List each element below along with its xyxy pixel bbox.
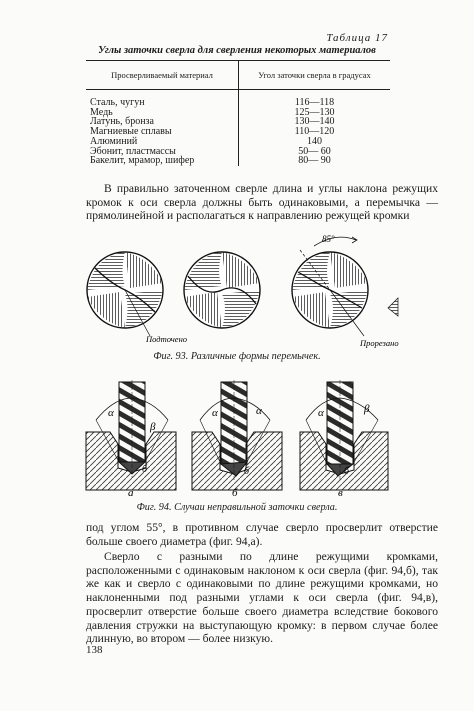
table-number: Таблица 17 <box>326 32 388 44</box>
angle-cell: 80— 90 <box>298 155 331 167</box>
fig93-caption: Фиг. 93. Различные формы перемычек. <box>153 351 321 362</box>
material-cell: Магниевые сплавы <box>86 127 239 137</box>
alpha-label: α <box>256 405 262 417</box>
table-row <box>86 156 390 166</box>
angle-cell: 50— 60 <box>298 145 331 157</box>
angle-cell: 130—140 <box>294 116 335 128</box>
figure-94 <box>0 376 474 498</box>
paragraph-2: под углом 55°, в противном случае сверло просверлит отверстие больше своего диаметра (фиг. 94,а). <box>86 521 438 548</box>
label-prorezano: Прорезано <box>360 338 399 348</box>
b-label: б <box>142 464 148 475</box>
subfig-a-label: а <box>128 487 134 498</box>
b-label: б <box>244 466 250 477</box>
drill-end-middle <box>184 252 260 328</box>
drill-b <box>221 380 247 480</box>
angle-cell: 110—120 <box>294 126 335 138</box>
drill-c <box>327 380 353 480</box>
header-material: Просверливаемый материал <box>86 61 239 90</box>
subfig-b-label: б <box>232 487 238 498</box>
material-cell: Латунь, бронза <box>86 117 239 127</box>
material-cell: Алюминий <box>86 137 239 147</box>
angle-85-label: 85° <box>322 234 335 244</box>
table-caption: Углы заточки сверла для сверления некоторых материалов <box>98 45 376 56</box>
alpha-label: α <box>318 407 324 419</box>
subfig-c-label: в <box>338 487 343 498</box>
material-cell: Эбонит, пластмассы <box>86 147 239 157</box>
angle-cell: 116—118 <box>294 97 335 108</box>
page-number: 138 <box>86 644 103 656</box>
alpha-label: α <box>108 407 114 419</box>
drill-end-right <box>292 252 368 336</box>
paragraph-1: В правильно заточенном сверле длина и углы наклона режущих кромок к оси сверла должны быть одинаковыми, а перемычка — прямолинейной и располагаться к направлению режущей кромки <box>86 182 438 223</box>
figure-93 <box>0 228 474 350</box>
drill-angle-table <box>86 60 390 166</box>
label-podtocheno: Подточено <box>146 334 188 344</box>
material-cell: Сталь, чугун <box>86 98 239 108</box>
drill-end-left <box>87 252 163 336</box>
material-cell: Медь <box>86 108 239 118</box>
beta-label: β <box>150 421 156 433</box>
alpha-label: α <box>212 407 218 419</box>
side-indicator <box>388 298 398 316</box>
paragraph-3: Сверло с разными по длине режущими кромками, расположенными с одинаковым наклоном к оси сверла (фиг. 94,б), так же как и сверло с одинаковыми по длине режущими кромками, но наклоненными под разными углами к оси сверла (фиг. 94,в), просверлит отверстие больше своего диаметра вследствие бокового давления стружки на выступающую кромку: в первом случае более длинную, во втором — более низкую. <box>86 550 438 646</box>
b-label: б <box>344 466 350 477</box>
beta-label: β <box>364 403 370 415</box>
angle-cell: 140 <box>307 135 322 147</box>
header-angle: Угол заточки сверла в градусах <box>239 61 391 90</box>
fig94-caption: Фиг. 94. Случаи неправильной заточки сверла. <box>136 502 338 513</box>
material-cell: Бакелит, мрамор, шифер <box>86 156 239 166</box>
angle-cell: 125—130 <box>294 106 335 118</box>
table-row <box>86 98 390 108</box>
